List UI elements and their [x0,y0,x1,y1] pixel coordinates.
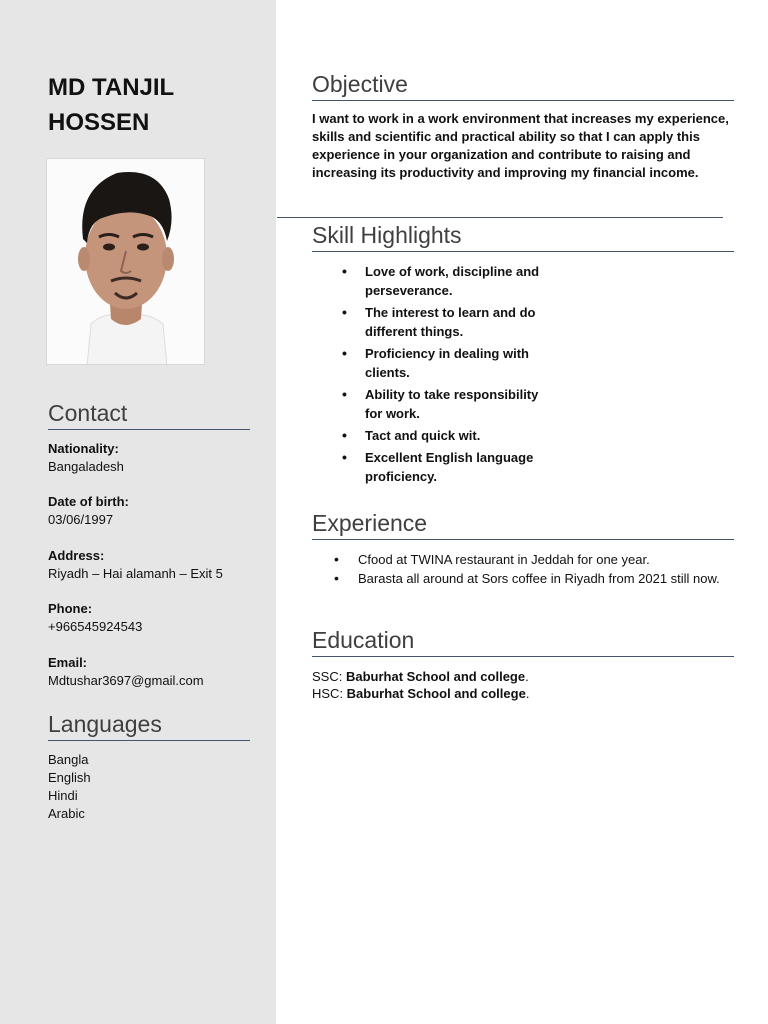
skills-list [342,262,542,489]
education-ssc [312,668,529,685]
objective-text: I want to work in a work environment that increases my experience, skills and scientific and practical ability so that I can apply this experience in your organization and contribute to raising and increasing its productivity and improving my financial income. [312,111,729,180]
experience-item: • Cfood at TWINA restaurant in Jeddah for one year. [334,550,734,569]
nationality-label: Nationality: [48,441,119,456]
name-line-1: MD TANJIL [48,74,175,101]
languages-heading: Languages [48,711,250,741]
language-item: English [48,770,91,785]
dob-label: Date of birth: [48,494,129,509]
hsc-school: Baburhat School and college [346,686,526,701]
experience-heading: Experience [312,510,734,540]
language-item: Arabic [48,806,85,821]
email-value[interactable]: Mdtushar3697@gmail.com [48,673,204,688]
candidate-name [48,70,258,140]
profile-photo [46,158,205,365]
name-line-2: HOSSEN [48,109,150,136]
skill-item: • Proficiency in dealing with clients. [342,344,542,382]
objective-heading: Objective [312,71,734,101]
skills-heading: Skill Highlights [312,222,734,252]
section-divider [277,217,723,218]
profile-photo-graphic [47,159,205,365]
education-heading: Education [312,627,734,657]
nationality-value: Bangaladesh [48,459,124,474]
email-label: Email: [48,655,88,670]
skill-item: • Ability to take responsibility for work. [342,385,542,423]
dob-value: 03/06/1997 [48,512,114,527]
experience-item: • Barasta all around at Sors coffee in Riyadh from 2021 still now. [334,569,734,588]
address-value: Riyadh – Hai alamanh – Exit 5 [48,566,223,581]
sidebar [0,0,276,1024]
phone-label: Phone: [48,601,93,616]
skill-item: • Love of work, discipline and perseverance. [342,262,542,300]
hsc-label: HSC: [312,686,347,701]
experience-list [334,550,734,588]
hsc-period: . [525,686,530,701]
phone-value: +966545924543 [48,619,143,634]
language-item: Bangla [48,752,89,767]
language-item: Hindi [48,788,78,803]
ssc-period: . [525,669,529,684]
contact-heading: Contact [48,400,250,430]
skill-item: • Tact and quick wit. [342,426,542,445]
ssc-school: Baburhat School and college [345,669,526,684]
education-hsc [312,685,529,702]
skill-item: • Excellent English language proficiency. [342,448,542,486]
skill-item: • The interest to learn and do different things. [342,303,542,341]
ssc-label: SSC: [312,669,346,684]
address-label: Address: [48,548,105,563]
